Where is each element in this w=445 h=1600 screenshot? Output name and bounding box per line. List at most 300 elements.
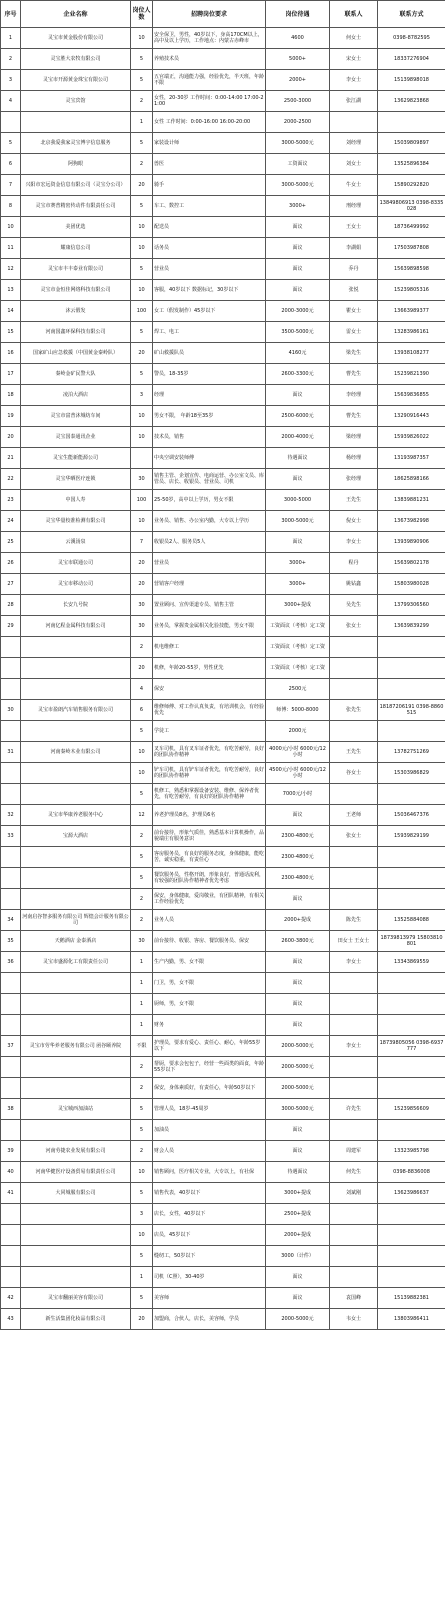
cell-pay: 待遇面议 [266,448,330,469]
cell-no: 15 [1,322,21,343]
cell-phone: 13623986637 [378,1183,445,1204]
cell-phone [378,679,445,700]
cell-count: 30 [131,931,153,952]
cell-contact-person [330,1078,378,1099]
cell-pay: 3000+ [266,196,330,217]
cell-contact-person [330,1057,378,1078]
cell-no: 12 [1,259,21,280]
cell-phone: 18337276904 [378,49,445,70]
cell-company: 灵宝华晒医疗连锁 [21,469,131,490]
cell-pay: 面议 [266,1267,330,1288]
cell-company: 灵宝市盛源化工有限责任公司 [21,952,131,973]
cell-company: 沐云假发 [21,301,131,322]
cell-phone: 15139898018 [378,70,445,91]
cell-contact-person [330,868,378,889]
cell-count: 10 [131,1225,153,1246]
cell-pay: 工资面议 [266,154,330,175]
cell-company [21,679,131,700]
header-contact-person: 联系人 [330,1,378,28]
cell-phone: 18739813979 15803810801 [378,931,445,952]
cell-count: 2 [131,889,153,910]
cell-pay: 工资面议（考核）定工资 [266,637,330,658]
cell-phone: 13290916443 [378,406,445,427]
cell-no [1,637,21,658]
cell-phone [378,1246,445,1267]
cell-contact-person: 曹先生 [330,406,378,427]
cell-contact-person [330,637,378,658]
cell-pay: 2000元 [266,721,330,742]
cell-phone [378,1057,445,1078]
cell-phone [378,1267,445,1288]
cell-company: 灵宝市富普沐城纺车间 [21,406,131,427]
cell-phone: 15039809897 [378,133,445,154]
cell-count: 5 [131,1183,153,1204]
cell-contact-person: 程丹 [330,553,378,574]
cell-phone [378,889,445,910]
cell-requirements: 营业员 [153,553,266,574]
cell-company: 河南华健医疗设备贸易有限责任公司 [21,1162,131,1183]
table-row [1,931,445,952]
cell-company [21,847,131,868]
cell-contact-person [330,1246,378,1267]
table-row [1,616,445,637]
cell-requirements: 门卫，男，女不限 [153,973,266,994]
cell-phone: 13283986161 [378,322,445,343]
cell-no: 14 [1,301,21,322]
cell-requirements: 美容师 [153,1288,266,1309]
cell-pay: 3000-5000元 [266,1099,330,1120]
cell-count: 3 [131,385,153,406]
table-row [1,763,445,784]
cell-no: 32 [1,805,21,826]
cell-count: 5 [131,259,153,280]
cell-no [1,721,21,742]
cell-count: 2 [131,826,153,847]
cell-pay: 2300-4800元 [266,826,330,847]
table-row [1,1204,445,1225]
cell-pay: 面议 [266,532,330,553]
cell-requirements: 客房服务员，有良好的服务态度，身体健康，能吃苦，诚实稳重，有责任心 [153,847,266,868]
cell-contact-person: 张女士 [330,826,378,847]
cell-count [131,448,153,469]
cell-count: 5 [131,1120,153,1141]
cell-pay: 2000+提成 [266,1225,330,1246]
cell-pay: 4160元 [266,343,330,364]
cell-phone: 15139882381 [378,1288,445,1309]
cell-contact-person: 刘斌刚 [330,1183,378,1204]
cell-pay: 3000-5000元 [266,133,330,154]
cell-requirements: 店长，女性，40岁以下 [153,1204,266,1225]
cell-requirements: 营销客户经理 [153,574,266,595]
table-row [1,238,445,259]
cell-no [1,1225,21,1246]
cell-no: 22 [1,469,21,490]
cell-phone [378,784,445,805]
cell-pay: 3500-5000元 [266,322,330,343]
cell-no [1,1267,21,1288]
cell-no: 39 [1,1141,21,1162]
cell-contact-person: 刘经理 [330,133,378,154]
cell-count: 30 [131,595,153,616]
cell-phone: 15639802178 [378,553,445,574]
cell-phone: 13938108277 [378,343,445,364]
cell-pay: 3000-5000 [266,490,330,511]
cell-company: 河南劳捷农业发展有限公司 [21,1141,131,1162]
cell-company: 长安九号院 [21,595,131,616]
header-company: 企业名称 [21,1,131,28]
cell-pay: 面议 [266,1288,330,1309]
cell-phone: 13663989377 [378,301,445,322]
cell-phone: 15803980028 [378,574,445,595]
header-requirements: 招聘岗位要求 [153,1,266,28]
cell-no: 21 [1,448,21,469]
cell-count: 10 [131,406,153,427]
cell-company: 美团优选 [21,217,131,238]
table-row [1,805,445,826]
cell-requirements: 销售代表，40岁以下 [153,1183,266,1204]
cell-company: 天鹅酒店 金泰酒店 [21,931,131,952]
cell-pay: 2000-3000元 [266,301,330,322]
cell-company: 灵宝市移动公司 [21,574,131,595]
cell-count: 10 [131,28,153,49]
cell-count: 5 [131,322,153,343]
cell-pay: 4000元/小时 6000元/12小时 [266,742,330,763]
cell-pay: 2000-5000元 [266,1078,330,1099]
cell-phone [378,1204,445,1225]
cell-no [1,889,21,910]
cell-no: 7 [1,175,21,196]
cell-pay: 2000-5000元 [266,1309,330,1330]
cell-no: 6 [1,154,21,175]
table-row [1,280,445,301]
cell-no [1,1246,21,1267]
cell-requirements: 焊工、电工 [153,322,266,343]
cell-count: 100 [131,490,153,511]
cell-pay: 4500元/小时 6000元/12小时 [266,763,330,784]
cell-count: 6 [131,700,153,721]
cell-requirements: 帮厨，要求会包包子，经营一些面类的面食，年龄55岁以下 [153,1057,266,1078]
cell-no [1,1078,21,1099]
cell-phone: 15890292820 [378,175,445,196]
cell-phone: 13323985798 [378,1141,445,1162]
cell-requirements: 女性 工作时间：0:00-16:00 16:00-20:00 [153,112,266,133]
cell-contact-person: 李女士 [330,952,378,973]
cell-requirements: 女工（假发制作）45岁以下 [153,301,266,322]
cell-phone: 13639839299 [378,616,445,637]
cell-count: 不限 [131,1036,153,1057]
cell-phone [378,112,445,133]
cell-pay: 3000-5000元 [266,175,330,196]
cell-phone: 15639898598 [378,259,445,280]
cell-requirements: 财会人员 [153,1141,266,1162]
cell-phone [378,1015,445,1036]
cell-count: 2 [131,637,153,658]
table-row [1,532,445,553]
cell-requirements: 话务员 [153,238,266,259]
cell-no [1,784,21,805]
cell-no: 38 [1,1099,21,1120]
cell-no: 41 [1,1183,21,1204]
cell-contact-person: 陈先生 [330,910,378,931]
cell-company [21,868,131,889]
cell-requirements: 保安，身体健康，爱岗敬业，有团队精神，有相关工作经验优先 [153,889,266,910]
table-row [1,217,445,238]
cell-count: 20 [131,175,153,196]
table-row [1,91,445,112]
cell-pay: 2500-6000元 [266,406,330,427]
cell-count: 2 [131,910,153,931]
table-row [1,1078,445,1099]
table-row [1,133,445,154]
cell-pay: 2000-5000元 [266,1057,330,1078]
cell-requirements: 营业员 [153,259,266,280]
cell-count: 5 [131,70,153,91]
cell-company: 河南亿程金属科技有限公司 [21,616,131,637]
table-row [1,1057,445,1078]
table-row [1,1099,445,1120]
cell-requirements: 车工、数控工 [153,196,266,217]
cell-pay: 面议 [266,1141,330,1162]
cell-contact-person: 王先生 [330,490,378,511]
cell-pay: 师傅：5000-8000 [266,700,330,721]
cell-requirements: 收银员2人、服务员5人 [153,532,266,553]
table-row [1,1267,445,1288]
cell-count: 30 [131,469,153,490]
cell-pay: 2000+提成 [266,910,330,931]
cell-company [21,1267,131,1288]
cell-requirements: 保安，身体素质好，有责任心，年龄50岁以下 [153,1078,266,1099]
cell-no: 11 [1,238,21,259]
cell-requirements: 中央空调安装师傅 [153,448,266,469]
table-row [1,868,445,889]
cell-no [1,658,21,679]
cell-no [1,994,21,1015]
cell-count: 5 [131,364,153,385]
cell-company: 大同城服有限公司 [21,1183,131,1204]
cell-pay: 3000-5000元 [266,511,330,532]
cell-pay: 2300-4800元 [266,868,330,889]
cell-no: 37 [1,1036,21,1057]
cell-company: 耀康信息公司 [21,238,131,259]
table-row [1,175,445,196]
table-row [1,1183,445,1204]
cell-no: 16 [1,343,21,364]
cell-company: 阿狗眼 [21,154,131,175]
cell-requirements: 销售顾问，医疗相关专业，大专以上，有社保 [153,1162,266,1183]
cell-company: 灵宝市开源黄金珠宝有限公司 [21,70,131,91]
cell-count: 7 [131,532,153,553]
table-row [1,1246,445,1267]
cell-count: 5 [131,1288,153,1309]
cell-phone: 17503987808 [378,238,445,259]
cell-pay: 面议 [266,805,330,826]
cell-phone: 13525896384 [378,154,445,175]
cell-phone: 13343869559 [378,952,445,973]
cell-no [1,112,21,133]
header-pay: 岗位待遇 [266,1,330,28]
table-row [1,511,445,532]
cell-pay: 5000+ [266,49,330,70]
cell-no: 27 [1,574,21,595]
cell-count: 1 [131,952,153,973]
table-row [1,490,445,511]
cell-company [21,112,131,133]
cell-company [21,1204,131,1225]
cell-contact-person: 何女士 [330,28,378,49]
cell-pay: 面议 [266,469,330,490]
cell-pay: 待遇面议 [266,1162,330,1183]
table-header-row [1,1,445,28]
table-row [1,889,445,910]
table-row [1,784,445,805]
table-row [1,1120,445,1141]
cell-requirements: 矿山救援队员 [153,343,266,364]
table-row [1,1288,445,1309]
cell-contact-person: 梁先生 [330,343,378,364]
cell-pay: 7000元/小时 [266,784,330,805]
cell-count: 5 [131,49,153,70]
cell-requirements: 骑手 [153,175,266,196]
cell-no: 18 [1,385,21,406]
table-row [1,301,445,322]
cell-pay: 2000-4000元 [266,427,330,448]
cell-contact-person: 张悦 [330,280,378,301]
cell-count: 2 [131,1057,153,1078]
cell-contact-person [330,1225,378,1246]
cell-pay: 面议 [266,259,330,280]
table-row [1,112,445,133]
cell-phone: 13839881231 [378,490,445,511]
cell-phone: 15036467376 [378,805,445,826]
cell-requirements: 配送员 [153,217,266,238]
cell-no: 10 [1,217,21,238]
cell-contact-person: 张先生 [330,700,378,721]
cell-requirements: 业务员、销售、办公室内勤，大专以上学历 [153,511,266,532]
cell-phone: 13799306560 [378,595,445,616]
cell-company: 秦岭金矿民警大队 [21,364,131,385]
cell-phone: 13193987357 [378,448,445,469]
cell-contact-person: 乔丹 [330,259,378,280]
cell-phone: 18187206191 0398-8860515 [378,700,445,721]
cell-company: 兴阳市宏远资金信息有限公司（灵宝分公司） [21,175,131,196]
cell-company: 灵宝市翻丽美容有限公司 [21,1288,131,1309]
cell-requirements: 机修，年龄20-55岁，男性优先 [153,658,266,679]
cell-no: 5 [1,133,21,154]
cell-contact-person: 李经理 [330,385,378,406]
table-row [1,196,445,217]
cell-company: 灵宝市联通公司 [21,553,131,574]
cell-requirements: 安全保卫，男性，40岁以下，身高170CM以上，高中及以上学历，工作地点：内蒙古赤峰市 [153,28,266,49]
cell-no: 1 [1,28,21,49]
cell-pay: 2000-5000元 [266,1036,330,1057]
cell-count: 5 [131,133,153,154]
cell-count: 2 [131,154,153,175]
cell-count: 1 [131,1267,153,1288]
cell-phone [378,1120,445,1141]
cell-no: 30 [1,700,21,721]
cell-phone: 13629823868 [378,91,445,112]
table-row [1,469,445,490]
cell-no [1,1120,21,1141]
cell-phone: 13673982998 [378,511,445,532]
cell-no: 40 [1,1162,21,1183]
cell-contact-person: 刘女士 [330,154,378,175]
cell-phone: 13803986411 [378,1309,445,1330]
cell-contact-person: 韦女士 [330,1309,378,1330]
cell-pay: 2000-2500 [266,112,330,133]
cell-company [21,889,131,910]
cell-pay: 2600-3800元 [266,931,330,952]
cell-phone: 15303986829 [378,763,445,784]
cell-requirements: 缝纫工，50岁以下 [153,1246,266,1267]
cell-requirements: 技术员，销售 [153,427,266,448]
cell-count: 30 [131,616,153,637]
cell-contact-person: 雷女士 [330,322,378,343]
table-row [1,322,445,343]
header-no: 序号 [1,1,21,28]
cell-requirements: 警员，18-35岁 [153,364,266,385]
cell-no: 20 [1,427,21,448]
cell-no: 43 [1,1309,21,1330]
cell-phone: 13782751269 [378,742,445,763]
cell-phone: 13939890906 [378,532,445,553]
cell-requirements: 司机（C照），30-40岁 [153,1267,266,1288]
cell-requirements: 加油员 [153,1120,266,1141]
cell-no: 42 [1,1288,21,1309]
table-row [1,70,445,91]
table-row [1,1141,445,1162]
cell-pay: 3000+ [266,574,330,595]
cell-no: 4 [1,91,21,112]
cell-company: 灵宝宾馆 [21,91,131,112]
cell-contact-person: 李女士 [330,532,378,553]
cell-requirements: 前台接待、收银、客房、餐饮服务员、保安 [153,931,266,952]
cell-contact-person: 许先生 [330,1099,378,1120]
table-row [1,973,445,994]
cell-no: 33 [1,826,21,847]
table-row [1,259,445,280]
cell-count: 5 [131,196,153,217]
cell-phone [378,1225,445,1246]
cell-phone: 13525884088 [378,910,445,931]
cell-contact-person: 李女士 [330,70,378,91]
cell-count: 10 [131,280,153,301]
table-row [1,406,445,427]
cell-pay: 工资面议（考核）定工资 [266,658,330,679]
cell-pay: 面议 [266,889,330,910]
cell-count: 1 [131,112,153,133]
cell-company [21,637,131,658]
table-row [1,574,445,595]
cell-contact-person [330,721,378,742]
cell-pay: 2000+ [266,70,330,91]
cell-company [21,994,131,1015]
table-row [1,1225,445,1246]
table-row [1,952,445,973]
cell-count: 100 [131,301,153,322]
cell-phone: 15239805316 [378,280,445,301]
cell-company: 北京我爱我家灵宝博宇信息服务 [21,133,131,154]
cell-company [21,1120,131,1141]
cell-company: 中国人寿 [21,490,131,511]
cell-requirements: 25-50岁，高中以上学历，男女不限 [153,490,266,511]
cell-requirements: 男女不限， 年龄18至35岁 [153,406,266,427]
cell-no [1,1204,21,1225]
cell-no: 24 [1,511,21,532]
cell-requirements: 店员，45岁以下 [153,1225,266,1246]
cell-company: 灵宝市赛普精密传动件有限责任公司 [21,196,131,217]
cell-count: 10 [131,427,153,448]
